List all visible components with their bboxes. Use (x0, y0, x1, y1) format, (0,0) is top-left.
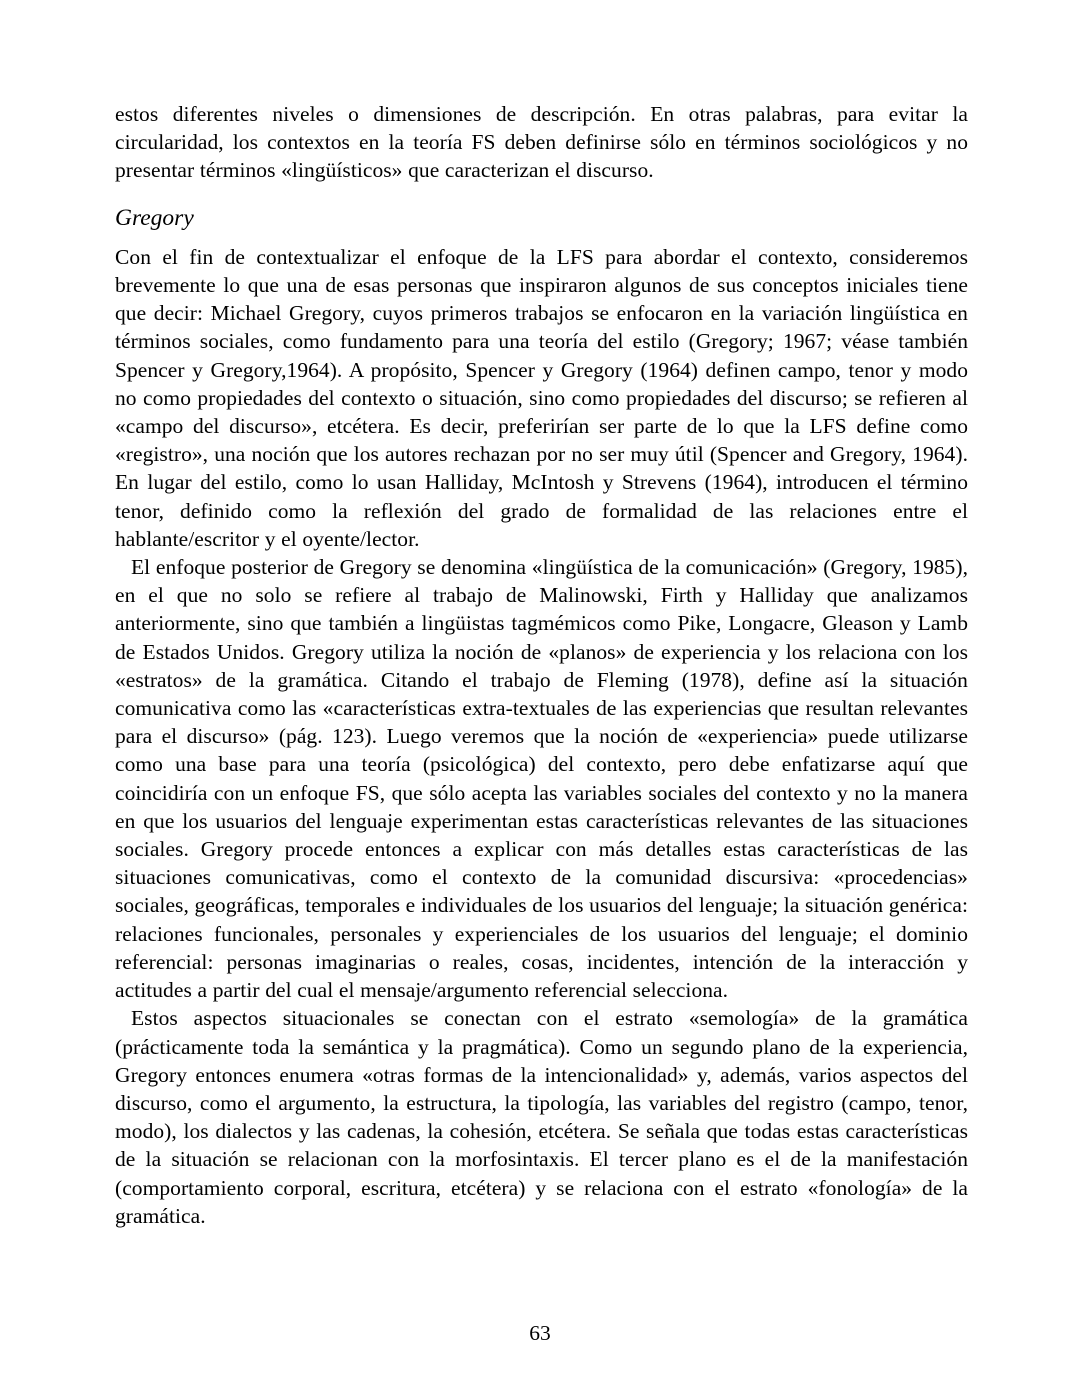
paragraph-gregory-intro: Con el fin de contextualizar el enfoque de la LFS para abordar el contexto, consideremos brevemente lo que una de esas personas que inspiraron algunos de sus conceptos iniciales tiene que decir: Michael Gregory, cuyos primeros trabajos se enfocaron en la variación lingüística en términos sociales, como fundamento para una teoría del estilo (Gregory; 1967; véase también Spencer y Gregory,1964). A propósito, Spencer y Gregory (1964) definen campo, tenor y modo no como propiedades del contexto o situación, sino como propiedades del discurso; se refieren al «campo del discurso», etcétera. Es decir, preferirían ser parte de lo que la LFS define como «registro», una noción que los autores rechazan por no ser muy útil (Spencer and Gregory, 1964). En lugar del estilo, como lo usan Halliday, McIntosh y Strevens (1964), introducen el término tenor, definido como la reflexión del grado de formalidad de las relaciones entre el hablante/escritor y el oyente/lector. (115, 244, 968, 551)
paragraph-continuation: estos diferentes niveles o dimensiones de descripción. En otras palabras, para evitar la circularidad, los contextos en la teoría FS deben definirse sólo en términos sociológicos y no presentar términos «lingüísticos» que caracterizan el discurso. (115, 102, 968, 183)
paragraph-communication-linguistics: El enfoque posterior de Gregory se denomina «lingüística de la comunicación» (Gregory, 1985), en el que no solo se refiere al trabajo de Malinowski, Firth y Halliday que analizamos anteriormente, sino que también a lingüistas tagmémicos como Pike, Longacre, Gleason y Lamb de Estados Unidos. Gregory utiliza la noción de «planos» de experiencia y los relaciona con los «estratos» de la gramática. Citando el trabajo de Fleming (1978), define así la situación comunicativa como las «características extra-textuales de las experiencias que resultan relevantes para el discurso» (pág. 123). Luego veremos que la noción de «experiencia» puede utilizarse como una base para una teoría (psicológica) del contexto, pero debe enfatizarse aquí que coincidiría con un enfoque FS, que sólo acepta las variables sociales del contexto y no la manera en que los usuarios del lenguaje experimentan estas características relevantes de las situaciones sociales. Gregory procede entonces a explicar con más detalles estas características de las situaciones comunicativas, como el contexto de la comunidad discursiva: «procedencias» sociales, geográficas, temporales e individuales de los usuarios del lenguaje; la situación genérica: relaciones funcionales, personales y experienciales de los usuarios del lenguaje; el dominio referencial: personas imaginarias o reales, cosas, incidentes, intención de la interacción y actitudes a partir del cual el mensaje/argumento referencial selecciona. (115, 555, 968, 1003)
paragraph-situational-aspects: Estos aspectos situacionales se conectan con el estrato «semología» de la gramática (prácticamente toda la semántica y la pragmática). Como un segundo plano de la experiencia, Gregory entonces enumera «otras formas de la intencionalidad» y, además, varios aspectos del discurso, como el argumento, la estructura, la tipología, las variables del registro (campo, tenor, modo), los dialectos y las cadenas, la cohesión, etcétera. Se señala que todas estas características de la situación se relacionan con la morfosintaxis. El tercer plano es el de la manifestación (comportamiento corporal, escritura, etcétera) y se relaciona con el estrato «fonología» de la gramática. (115, 1006, 968, 1228)
section-heading-gregory: Gregory (115, 204, 194, 231)
page-number: 63 (529, 1321, 551, 1345)
page-text-block (115, 100, 968, 1230)
